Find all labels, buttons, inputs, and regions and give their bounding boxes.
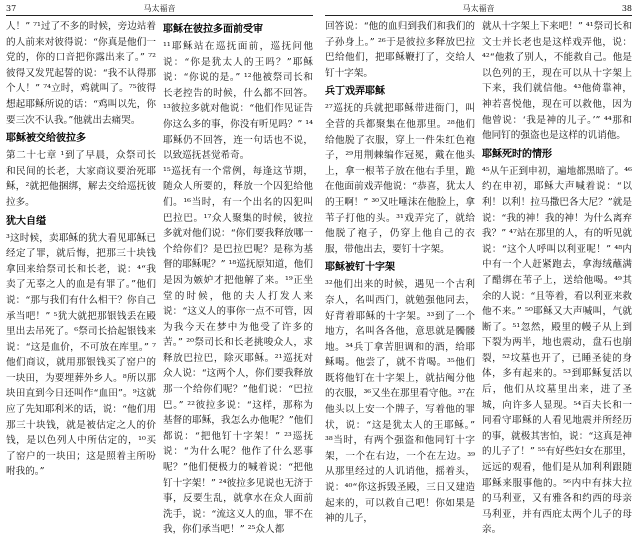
verse-paragraph: 人！” ⁷¹过了不多的时候，旁边站着的人前来对彼得说：“你真是他们一党的，你的口音把你露出来了。” ⁷²彼得又发咒起誓的说：“我不认得那个人！” ⁷⁴立时，鸡就叫了。⁷⁵彼得想起耶稣所说的话：“鸡叫以先，你要三次不认我。”他就出去痛哭。 — [6, 21, 156, 126]
page-number: 38 — [621, 4, 632, 13]
running-title: 马太福音 — [143, 4, 176, 13]
verse-paragraph: 回答说：“他的血归到我们和我们的子孙身上。” ²⁶于是彼拉多释放巴拉巴给他们，把耶稣鞭打了，交给人钉十字架。 — [325, 21, 475, 79]
column-2 — [163, 19, 313, 536]
verse-paragraph: ³这时候，卖耶稣的犹大看见耶稣已经定了罪，就后悔，把那三十块钱拿回来给祭司长和长老，说：⁴“我卖了无辜之人的血是有罪了。”他们说：“那与我们有什么相干？你自己承当吧！” ⁵犹大就把那银钱丢在殿里出去吊死了。⁶祭司长拾起银钱来说：“这是血价，不可放在库里。” ⁷他们商议，就用那银钱买了窑户的一块田，为要埋葬外乡人。⁸所以那块田直到今日还叫作“血田”。⁹这就应了先知耶利米的话，说：“他们用那三十块钱，就是被估定之人的价钱，是以色列人中所估定的，¹⁰买了窑户的一块田；这是照着主所吩咐我的。” — [6, 232, 156, 478]
verse-paragraph: 第二十七章 ¹到了早晨，众祭司长和民间的长老，大家商议要治死耶稣，²就把他捆绑，解去交给巡抚彼拉多。 — [6, 150, 156, 208]
right-page — [319, 0, 638, 536]
verse-paragraph: ²⁷巡抚的兵就把耶稣带进衙门，叫全营的兵都聚集在他那里。²⁸他们给他脱了衣服，穿上一件朱红色袍子，²⁹用荆棘编作冠冕，戴在他头上，拿一根苇子放在他右手里，跪在他面前戏弄他说：“恭喜，犹太人的王啊！” ³⁰又吐唾沫在他脸上，拿苇子打他的头。³¹戏弄完了，就给他脱了袍子，仍穿上他自己的衣服，带他出去，要钉十字架。 — [325, 103, 475, 255]
verse-paragraph: ¹⁵巡抚有一个常例，每逢这节期，随众人所要的，释放一个囚犯给他们。¹⁶当时，有一个出名的囚犯叫巴拉巴。¹⁷众人聚集的时候，彼拉多就对他们说：“你们要我释放哪一个给你们？是巴拉巴呢？是称为基督的耶稣呢？” ¹⁸巡抚原知道，他们是因为嫉妒才把他解了来。¹⁹正坐堂的时候，他的夫人打发人来说：“这义人的事你一点不可管，因为我今天在梦中为他受了许多的苦。” ²⁰祭司长和长老挑唆众人，求释放巴拉巴，除灭耶稣。²¹巡抚对众人说：“这两个人，你们要我释放那一个给你们呢？”他们说：“巴拉巴。” ²²彼拉多说：“这样，那称为基督的耶稣，我怎么办他呢？”他们都说：“把他钉十字架！” ²³巡抚说：“为什么呢？他作了什么恶事呢？”他们便极力的喊着说：“把他钉十字架！” ²⁴彼拉多见说也无济于事，反要生乱，就拿水在众人面前洗手，说：“流这义人的血，罪不在我，你们承当吧！” ²⁵众人都 — [163, 165, 313, 536]
section-heading: 耶稣被钉十字架 — [325, 262, 395, 274]
left-page — [0, 0, 319, 536]
running-title: 马太福音 — [462, 4, 495, 13]
section-heading: 耶稣在彼拉多面前受审 — [163, 24, 263, 35]
verse-paragraph: ³²他们出来的时候，遇见一个古利奈人，名叫西门，就勉强他同去，好背着耶稣的十字架。³³到了一个地方，名叫各各他，意思就是髑髅地。³⁴兵丁拿苦胆调和的酒，给耶稣喝。他尝了，就不肯喝。³⁵他们既将他钉在十字架上，就拈阄分他的衣服，³⁶又坐在那里看守他。³⁷在他头以上安一个牌子，写着他的罪状，说：“这是犹太人的王耶稣。” ³⁸当时，有两个强盗和他同钉十字架，一个在右边，一个在左边。³⁹从那里经过的人讥诮他，摇着头，说：⁴⁰“你这拆毁圣殿，三日又建造起来的，可以救自己吧！你如果是神的儿子， — [325, 279, 475, 525]
section-heading: 耶稣死时的情形 — [482, 148, 552, 160]
column-1 — [6, 19, 156, 478]
page-header — [6, 3, 313, 16]
column-2 — [482, 19, 632, 536]
section-heading: 耶稣被交给彼拉多 — [6, 133, 86, 145]
verse-paragraph: ⁴⁵从午正到申初，遍地都黑暗了。⁴⁶约在申初，耶稣大声喊着说：“以利！以利！拉马撒巴各大尼？”就是说：“我的神！我的神！为什么离弃我？” ⁴⁷站在那里的人，有的听见就说：“这个人呼叫以利亚呢！” ⁴⁸内中有一个人赶紧跑去，拿海绒蘸满了醋绑在苇子上，送给他喝。⁴⁹其余的人说：“且等着，看以利亚来救他不来。” ⁵⁰耶稣又大声喊叫，气就断了。⁵¹忽然，殿里的幔子从上到下裂为两半，地也震动，盘石也崩裂，⁵²坟墓也开了，已睡圣徒的身体，多有起来的。⁵³到耶稣复活以后，他们从坟墓里出来，进了圣城，向许多人显现。⁵⁴百夫长和一同看守耶稣的人看见地震并所经历的事，就极其害怕，说：“这真是神的儿子了！” ⁵⁵有好些妇女在那里，远远的观看，他们是从加利利跟随耶稣来服事他的。⁵⁶内中有抹大拉的马利亚，又有雅各和约西的母亲马利亚，并有西庇太两个儿子的母亲。 — [482, 165, 632, 536]
verse-paragraph: ¹¹耶稣站在巡抚面前，巡抚问他说：“你是犹太人的王吗？”耶稣说：“你说的是。” ¹²他被祭司长和长老控告的时候，什么都不回答。¹³彼拉多就对他说：“他们作见证告你这么多的事，你没有听见吗？” ¹⁴耶稣仍不回答，连一句话也不说，以致巡抚甚觉希奇。 — [163, 41, 313, 162]
text-columns — [325, 19, 632, 536]
text-columns — [6, 19, 313, 536]
page-number: 37 — [6, 4, 17, 13]
section-heading: 犹大自缢 — [6, 215, 46, 227]
column-1 — [325, 19, 475, 525]
page-header — [325, 3, 632, 16]
verse-paragraph: 就从十字架上下来吧！” ⁴¹祭司长和文士并长老也是这样戏弄他，说：⁴²“他救了别人，不能救自己。他是以色列的王，现在可以从十字架上下来，我们就信他。⁴³他倚靠神，神若喜悦他，现在可以救他，因为他曾说：‘我是神的儿子。’” ⁴⁴那和他同钉的强盗也是这样的讥诮他。 — [482, 21, 632, 142]
section-heading: 兵丁戏弄耶稣 — [325, 86, 385, 98]
